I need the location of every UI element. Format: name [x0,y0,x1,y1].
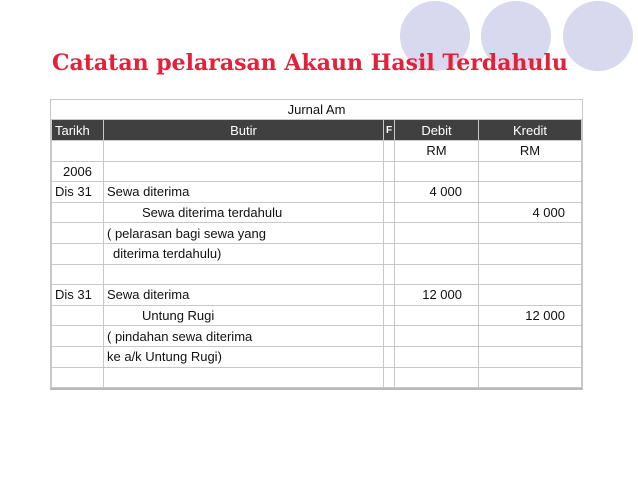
credit-amount: 4 000 [479,202,582,223]
entry-date: Dis 31 [52,285,104,306]
journal-title: Jurnal Am [52,100,582,120]
narration-line: ( pelarasan bagi sewa yang [104,223,384,244]
narration-line: ( pindahan sewa diterima [104,326,384,347]
table-row [52,346,582,367]
narration-line: diterima terdahulu) [104,243,384,264]
table-row [52,264,582,285]
table-row [52,202,582,223]
year: 2006 [52,161,104,182]
header-description: Butir [104,120,384,141]
slide-title: Catatan pelarasan Akaun Hasil Terdahulu [52,50,568,76]
journal-table [51,100,582,388]
debit-account: Sewa diterima [104,285,384,306]
table-row [52,182,582,203]
debit-amount: 12 000 [395,285,479,306]
table-row [52,285,582,306]
debit-currency: RM [395,141,479,162]
journal-title-row [52,100,582,120]
table-row [52,305,582,326]
currency-row [52,141,582,162]
table-row [52,367,582,388]
entry-date: Dis 31 [52,182,104,203]
table-row [52,326,582,347]
credit-account: Sewa diterima terdahulu [104,202,384,223]
header-date: Tarikh [52,120,104,141]
narration-line: ke a/k Untung Rugi) [104,346,384,367]
header-folio: F [384,120,395,141]
credit-amount: 12 000 [479,305,582,326]
debit-amount: 4 000 [395,182,479,203]
header-debit: Debit [395,120,479,141]
general-journal [50,99,583,390]
year-row [52,161,582,182]
table-row [52,243,582,264]
credit-account: Untung Rugi [104,305,384,326]
table-row [52,223,582,244]
header-row [52,120,582,141]
credit-currency: RM [479,141,582,162]
debit-account: Sewa diterima [104,182,384,203]
header-credit: Kredit [479,120,582,141]
